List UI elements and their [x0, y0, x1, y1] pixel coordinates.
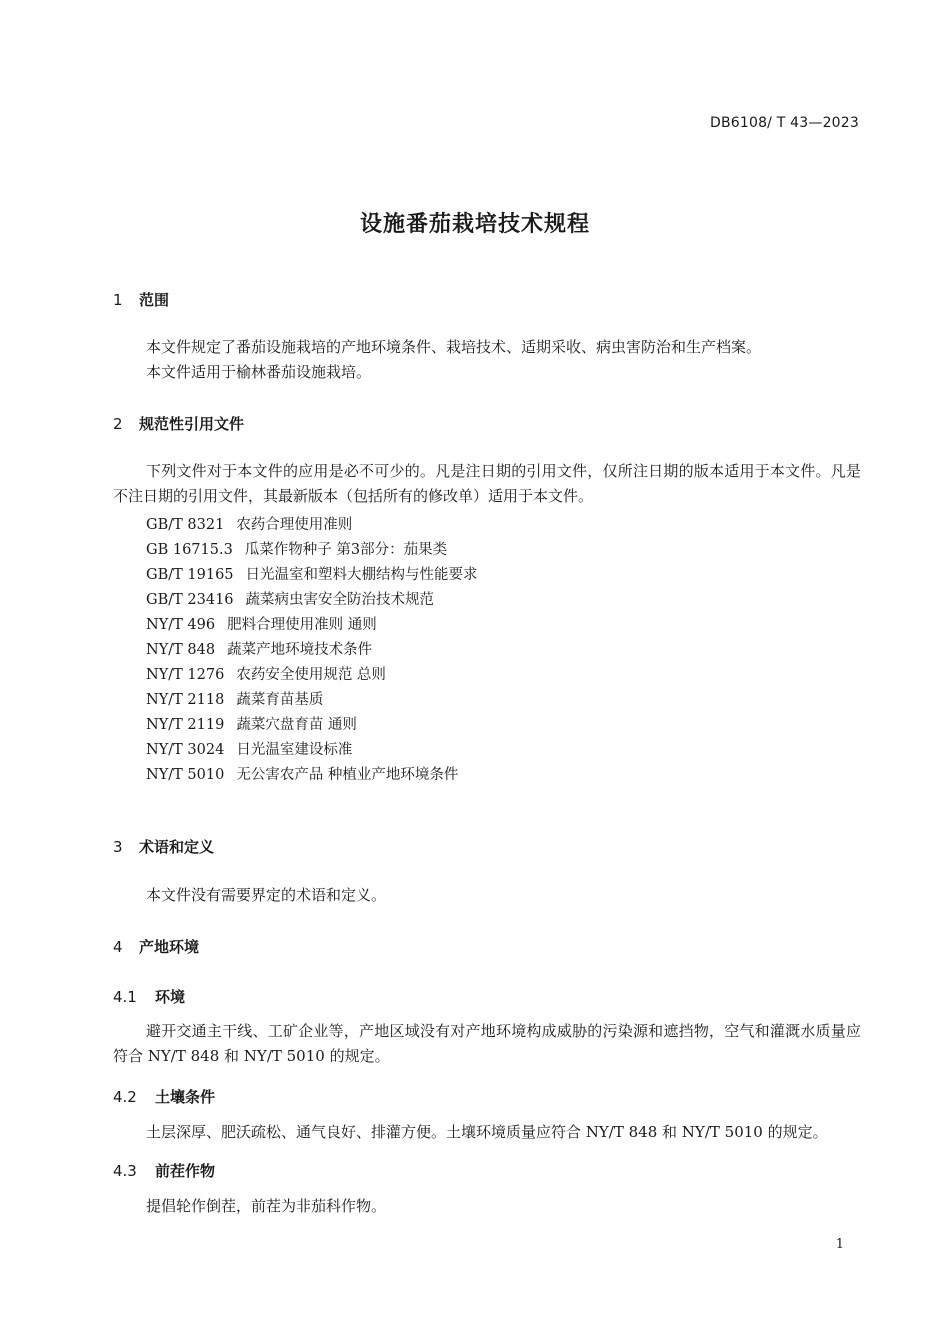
- section-number: 4: [113, 938, 123, 956]
- reference-item: [146, 763, 458, 784]
- reference-name: 肥料合理使用准则 通则: [227, 617, 377, 633]
- document-code: DB6108/ T 43—2023: [709, 115, 859, 131]
- reference-code: NY/T 2119: [146, 717, 225, 733]
- subsection-4-1-paragraph: 避开交通主干线、工矿企业等，产地区域没有对产地环境构成威胁的污染源和遮挡物，空气和灌溉水质量应符合 NY/T 848 和 NY/T 5010 的规定。: [113, 1022, 861, 1065]
- reference-code: GB/T 19165: [146, 567, 234, 583]
- subsection-4-3-heading: [113, 1160, 215, 1181]
- section-title: 术语和定义: [139, 838, 215, 856]
- subsection-4-1-heading: [113, 986, 185, 1007]
- reference-name: 蔬菜病虫害安全防治技术规范: [245, 592, 435, 608]
- section-title: 产地环境: [139, 938, 200, 956]
- reference-name: 蔬菜产地环境技术条件: [227, 642, 373, 658]
- reference-name: 日光温室建设标准: [236, 742, 353, 758]
- subsection-4-2-paragraph: 土层深厚、肥沃疏松、通气良好、排灌方便。土壤环境质量应符合 NY/T 848 和 NY/T 5010 的规定。: [146, 1123, 828, 1141]
- subsection-4-3-paragraph: 提倡轮作倒茬，前茬为非茄科作物。: [146, 1197, 387, 1215]
- subsection-number: 4.3: [113, 1162, 137, 1180]
- reference-item: [146, 513, 352, 534]
- reference-name: 蔬菜育苗基质: [236, 692, 324, 708]
- reference-code: NY/T 1276: [146, 667, 225, 683]
- reference-item: [146, 613, 377, 634]
- subsection-title: 环境: [155, 988, 186, 1006]
- reference-item: [146, 663, 386, 684]
- section-title: 范围: [139, 291, 170, 309]
- reference-code: NY/T 2118: [146, 692, 225, 708]
- section-1-heading: [113, 289, 169, 310]
- section-4-heading: [113, 936, 199, 957]
- reference-item: [146, 588, 434, 609]
- subsection-4-2-heading: [113, 1086, 215, 1107]
- reference-item: [146, 738, 352, 759]
- reference-name: 日光温室和塑料大棚结构与性能要求: [245, 567, 478, 583]
- subsection-number: 4.2: [113, 1088, 137, 1106]
- reference-name: 瓜菜作物种子 第3部分：茄果类: [244, 542, 448, 558]
- reference-item: [146, 538, 447, 559]
- reference-name: 无公害农产品 种植业产地环境条件: [236, 767, 459, 783]
- section-3-heading: [113, 836, 214, 857]
- reference-item: [146, 688, 323, 709]
- section-title: 规范性引用文件: [139, 415, 245, 433]
- reference-name: 农药合理使用准则: [236, 517, 353, 533]
- section-2-heading: [113, 413, 244, 434]
- reference-code: GB/T 8321: [146, 517, 225, 533]
- page-number: 1: [835, 1237, 844, 1252]
- document-title: 设施番茄栽培技术规程: [359, 212, 590, 237]
- reference-item: [146, 563, 478, 584]
- reference-code: NY/T 3024: [146, 742, 225, 758]
- section-2-intro: 下列文件对于本文件的应用是必不可少的。凡是注日期的引用文件，仅所注日期的版本适用于本文件。凡是不注日期的引用文件，其最新版本（包括所有的修改单）适用于本文件。: [113, 462, 861, 505]
- subsection-title: 土壤条件: [155, 1088, 216, 1106]
- subsection-title: 前茬作物: [155, 1162, 216, 1180]
- reference-code: NY/T 496: [146, 617, 216, 633]
- reference-name: 农药安全使用规范 总则: [236, 667, 386, 683]
- reference-code: NY/T 848: [146, 642, 216, 658]
- reference-code: GB 16715.3: [146, 542, 233, 558]
- reference-name: 蔬菜穴盘育苗 通则: [236, 717, 357, 733]
- reference-code: NY/T 5010: [146, 767, 225, 783]
- reference-item: [146, 713, 357, 734]
- reference-item: [146, 638, 372, 659]
- reference-code: GB/T 23416: [146, 592, 234, 608]
- section-number: 3: [113, 838, 123, 856]
- section-1-paragraph-1: 本文件规定了番茄设施栽培的产地环境条件、栽培技术、适期采收、病虫害防治和生产档案。: [146, 338, 762, 356]
- section-1-paragraph-2: 本文件适用于榆林番茄设施栽培。: [146, 363, 372, 381]
- subsection-number: 4.1: [113, 988, 137, 1006]
- section-number: 1: [113, 291, 123, 309]
- section-3-paragraph: 本文件没有需要界定的术语和定义。: [146, 886, 387, 904]
- section-number: 2: [113, 415, 123, 433]
